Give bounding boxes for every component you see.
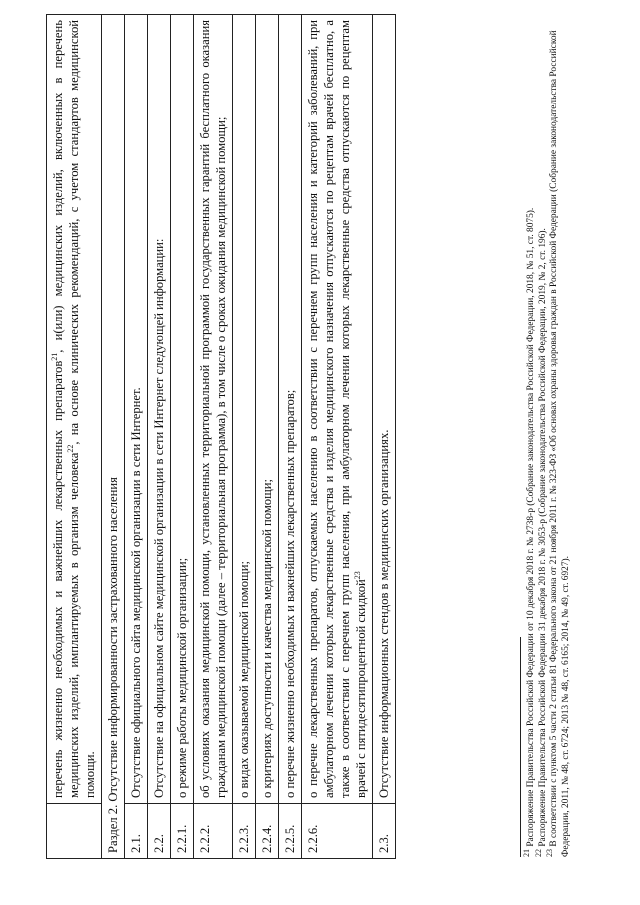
footnote-ref-23: 23 [352, 571, 362, 580]
table-row [302, 15, 373, 859]
table-row [148, 15, 171, 859]
row-number: 2.2.6. [302, 804, 373, 859]
table-row [279, 15, 302, 859]
table-row [256, 15, 279, 859]
footnotes [520, 17, 572, 857]
row-text: о режиме работы медицинской организации; [171, 15, 194, 804]
row-number: 2.2. [148, 804, 171, 859]
section-title: Раздел 2. Отсутствие информированности застрахованного населения [102, 15, 125, 859]
row-text: об условиях оказания медицинской помощи, установленных территориальной программой государственных гарантий бесплатного оказания гражданам медицинской помощи (далее – территориальная программа), в том числе о сроках ожидания медицинской помощи; [194, 15, 233, 804]
row-number: 2.3. [373, 804, 396, 859]
row-text: Отсутствие информационных стендов в медицинских организациях. [373, 15, 396, 804]
row-text: Отсутствие официального сайта медицинской организации в сети Интернет. [125, 15, 148, 804]
table-row [373, 15, 396, 859]
row-number: 2.1. [125, 804, 148, 859]
table-row [125, 15, 148, 859]
footnote-divider [520, 637, 521, 857]
row-number: 2.2.1. [171, 804, 194, 859]
defects-table [46, 14, 396, 859]
section-header-row [102, 15, 125, 859]
footnote-23: $^{23}$ В соответствии с пунктом 5 части 2 статьи 81 Федерального закона от 21 ноября 2011 г. № 323-ФЗ «Об основах охраны здоровья граждан в Российской Федерации (Собрание законодательства Российской Федерации, 2011, № 48, ст. 6724; 2013 № 48, ст. 6165; 2014, № 49, ст. 6927). [545, 30, 571, 857]
row-number: 2.2.2. [194, 804, 233, 859]
footnote-22: $^{22}$ Распоряжение Правительства Российской Федерации 31 декабря 2018 г. № 3053-р (Собрание законодательства Российской Федерации, 2019, № 2, ст. 196). [533, 228, 548, 857]
row-text: о перечне жизненно необходимых и важнейших лекарственных препаратов; [279, 15, 302, 804]
footnote-ref-22: 22 [65, 444, 75, 453]
row-text: о перечне лекарственных препаратов, отпускаемых населению в соответствии с перечнем групп населения и категорий заболеваний, при амбулаторном лечении которых лекарственные средства и изделия медицинского назначения отпускаются по рецептам врачей бесплатно, а также в соответствии с перечнем групп населения, при амбулаторном лечении которых лекарственные средства отпускаются по рецептам врачей с пятидесятипроцентной скидкой$^{23}$ [302, 15, 373, 804]
row-text: перечень жизненно необходимых и важнейших лекарственных препаратов$^{21}$, и(или) медицинских изделий, включенных в перечень медицинских изделий, имплантируемых в организм человека$^{22}$, на основе клинических рекомендаций, с учетом стандартов медицинской помощи. [47, 15, 102, 804]
footnote-ref-21: 21 [49, 352, 59, 361]
table-row [194, 15, 233, 859]
row-number: 2.2.5. [279, 804, 302, 859]
table-row [233, 15, 256, 859]
row-text: о критериях доступности и качества медицинской помощи; [256, 15, 279, 804]
row-number: 2.2.3. [233, 804, 256, 859]
row-number: 2.2.4. [256, 804, 279, 859]
table-row [171, 15, 194, 859]
footnote-21: $^{21}$ Распоряжение Правительства Российской Федерации от 10 декабря 2018 г. № 2738-р (Собрание законодательства Российской Федерации, 2018, № 51, ст. 8075). [521, 207, 536, 857]
row-number [47, 804, 102, 859]
table-row [47, 15, 102, 859]
row-text: Отсутствие на официальном сайте медицинской организации в сети Интернет следующей информации: [148, 15, 171, 804]
row-text: о видах оказываемой медицинской помощи; [233, 15, 256, 804]
